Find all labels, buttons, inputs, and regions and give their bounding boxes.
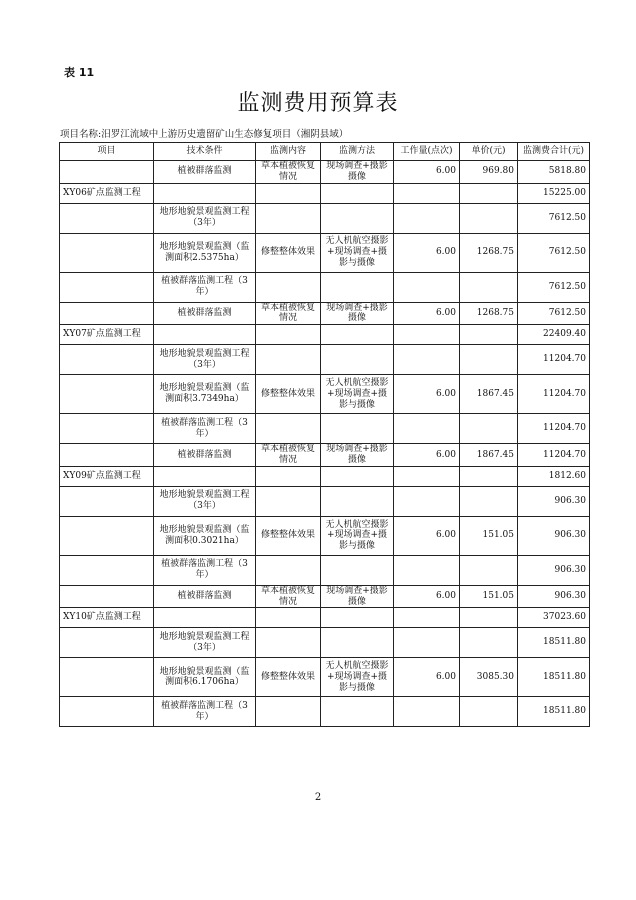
table-cell <box>256 345 321 375</box>
table-cell: 植被群落监测 <box>154 444 256 467</box>
table-cell: 无人机航空摄影+现场调查+摄影与摄像 <box>321 658 394 697</box>
table-cell: 植被群落监测工程（3年） <box>154 414 256 444</box>
table-cell: 1812.60 <box>518 466 590 486</box>
table-cell: 地形地貌景观监测工程（3年） <box>154 345 256 375</box>
table-cell <box>394 486 460 516</box>
table-cell: 现场调查+摄影摄像 <box>321 585 394 608</box>
table-row <box>60 375 590 414</box>
table-cell: 地形地貌景观监测工程（3年） <box>154 486 256 516</box>
table-cell: 7612.50 <box>518 203 590 233</box>
table-row <box>60 302 590 325</box>
table-cell: 18511.80 <box>518 628 590 658</box>
table-cell <box>460 697 518 727</box>
table-cell <box>256 486 321 516</box>
table-cell: 6.00 <box>394 375 460 414</box>
table-cell: 植被群落监测工程（3年） <box>154 697 256 727</box>
table-cell <box>394 325 460 345</box>
table-cell <box>460 608 518 628</box>
table-cell: 906.30 <box>518 516 590 555</box>
table-cell: 6.00 <box>394 161 460 184</box>
table-cell <box>460 628 518 658</box>
table-cell: 7612.50 <box>518 302 590 325</box>
table-cell <box>460 486 518 516</box>
table-row <box>60 444 590 467</box>
table-cell: XY10矿点监测工程 <box>60 608 154 628</box>
table-cell <box>321 628 394 658</box>
table-cell: 修整整体效果 <box>256 375 321 414</box>
table-cell: 地形地貌景观监测工程（3年） <box>154 628 256 658</box>
table-cell: 5818.80 <box>518 161 590 184</box>
table-cell <box>321 697 394 727</box>
table-cell: 地形地貌景观监测（监测面积2.5375ha） <box>154 233 256 272</box>
table-cell <box>394 345 460 375</box>
table-cell <box>460 272 518 302</box>
table-cell: 地形地貌景观监测（监测面积6.1706ha） <box>154 658 256 697</box>
table-cell <box>60 555 154 585</box>
table-row <box>60 161 590 184</box>
table-cell <box>256 203 321 233</box>
table-row <box>60 466 590 486</box>
table-row <box>60 183 590 203</box>
table-cell <box>256 466 321 486</box>
table-row <box>60 555 590 585</box>
table-cell <box>60 161 154 184</box>
table-cell <box>60 585 154 608</box>
table-cell: 18511.80 <box>518 658 590 697</box>
table-cell <box>321 203 394 233</box>
table-cell: 草本植被恢复情况 <box>256 585 321 608</box>
table-cell <box>321 414 394 444</box>
table-cell <box>321 486 394 516</box>
table-number: 表 11 <box>64 66 95 79</box>
table-cell: 修整整体效果 <box>256 516 321 555</box>
table-cell: 地形地貌景观监测（监测面积0.3021ha） <box>154 516 256 555</box>
table-cell <box>394 272 460 302</box>
table-cell: 7612.50 <box>518 233 590 272</box>
table-cell: 现场调查+摄影摄像 <box>321 161 394 184</box>
table-cell: 无人机航空摄影+现场调查+摄影与摄像 <box>321 375 394 414</box>
table-cell: 草本植被恢复情况 <box>256 161 321 184</box>
budget-table <box>59 142 590 727</box>
table-cell: 植被群落监测工程（3年） <box>154 555 256 585</box>
table-cell <box>256 555 321 585</box>
table-cell: 6.00 <box>394 444 460 467</box>
table-cell: 3085.30 <box>460 658 518 697</box>
table-cell <box>321 555 394 585</box>
table-cell <box>460 345 518 375</box>
table-cell <box>321 608 394 628</box>
table-cell <box>321 466 394 486</box>
table-cell <box>60 302 154 325</box>
table-cell: 植被群落监测工程（3年） <box>154 272 256 302</box>
header-cell: 监测方法 <box>321 143 394 161</box>
table-cell: 11204.70 <box>518 444 590 467</box>
table-cell <box>60 486 154 516</box>
table-cell <box>394 608 460 628</box>
table-cell: 草本植被恢复情况 <box>256 444 321 467</box>
table-cell: 6.00 <box>394 658 460 697</box>
table-cell: 906.30 <box>518 585 590 608</box>
table-row <box>60 203 590 233</box>
table-cell <box>321 272 394 302</box>
table-cell <box>60 414 154 444</box>
table-cell <box>460 466 518 486</box>
table-cell <box>460 183 518 203</box>
table-cell <box>60 516 154 555</box>
page-number: 2 <box>314 792 322 803</box>
table-cell <box>256 628 321 658</box>
table-cell <box>460 555 518 585</box>
table-row <box>60 658 590 697</box>
table-cell <box>60 375 154 414</box>
table-cell: 现场调查+摄影摄像 <box>321 444 394 467</box>
table-cell: 修整整体效果 <box>256 233 321 272</box>
table-cell: 15225.00 <box>518 183 590 203</box>
table-cell: XY09矿点监测工程 <box>60 466 154 486</box>
table-cell <box>256 414 321 444</box>
table-cell: 6.00 <box>394 516 460 555</box>
table-cell <box>256 325 321 345</box>
table-cell <box>154 608 256 628</box>
table-cell: 969.80 <box>460 161 518 184</box>
table-cell: 现场调查+摄影摄像 <box>321 302 394 325</box>
header-cell: 监测内容 <box>256 143 321 161</box>
table-cell <box>256 272 321 302</box>
table-row <box>60 608 590 628</box>
table-cell <box>321 325 394 345</box>
table-cell <box>154 466 256 486</box>
table-header-row <box>60 143 590 161</box>
table-cell: 151.05 <box>460 516 518 555</box>
table-cell: 6.00 <box>394 585 460 608</box>
table-cell: 1867.45 <box>460 375 518 414</box>
document-title: 监测费用预算表 <box>237 91 399 116</box>
table-cell <box>154 325 256 345</box>
table-cell <box>394 203 460 233</box>
table-cell: 11204.70 <box>518 414 590 444</box>
table-cell <box>460 414 518 444</box>
table-cell <box>60 272 154 302</box>
table-cell: 地形地貌景观监测（监测面积3.7349ha） <box>154 375 256 414</box>
table-row <box>60 233 590 272</box>
table-cell: 18511.80 <box>518 697 590 727</box>
table-row <box>60 414 590 444</box>
header-cell: 工作量(点次) <box>394 143 460 161</box>
table-cell <box>321 345 394 375</box>
table-row <box>60 516 590 555</box>
table-cell <box>60 233 154 272</box>
table-cell: 草本植被恢复情况 <box>256 302 321 325</box>
table-cell: 906.30 <box>518 555 590 585</box>
table-cell: 6.00 <box>394 302 460 325</box>
table-cell <box>460 325 518 345</box>
table-cell <box>394 628 460 658</box>
table-cell: 无人机航空摄影+现场调查+摄影与摄像 <box>321 233 394 272</box>
header-cell: 项目 <box>60 143 154 161</box>
table-cell: 无人机航空摄影+现场调查+摄影与摄像 <box>321 516 394 555</box>
table-cell <box>321 183 394 203</box>
project-name: 项目名称:汨罗江流域中上游历史遗留矿山生态修复项目（湘阴县域） <box>60 129 349 140</box>
table-cell <box>60 203 154 233</box>
table-cell <box>60 345 154 375</box>
table-cell: 植被群落监测 <box>154 302 256 325</box>
table-cell <box>60 628 154 658</box>
table-row <box>60 628 590 658</box>
table-cell: 植被群落监测 <box>154 585 256 608</box>
table-cell: XY06矿点监测工程 <box>60 183 154 203</box>
table-cell: 22409.40 <box>518 325 590 345</box>
table-cell <box>394 183 460 203</box>
header-cell: 技术条件 <box>154 143 256 161</box>
table-row <box>60 585 590 608</box>
table-row <box>60 345 590 375</box>
table-cell: 修整整体效果 <box>256 658 321 697</box>
table-cell <box>394 414 460 444</box>
table-cell <box>256 183 321 203</box>
table-cell: 151.05 <box>460 585 518 608</box>
table-cell <box>60 658 154 697</box>
table-cell: 1867.45 <box>460 444 518 467</box>
table-cell: 1268.75 <box>460 302 518 325</box>
table-cell: 37023.60 <box>518 608 590 628</box>
table-cell <box>154 183 256 203</box>
table-cell: 6.00 <box>394 233 460 272</box>
header-cell: 监测费合计(元) <box>518 143 590 161</box>
table-cell: 11204.70 <box>518 345 590 375</box>
table-cell: 地形地貌景观监测工程（3年） <box>154 203 256 233</box>
table-cell: 906.30 <box>518 486 590 516</box>
table-cell: 11204.70 <box>518 375 590 414</box>
table-cell <box>60 444 154 467</box>
table-row <box>60 325 590 345</box>
table-cell <box>394 466 460 486</box>
header-cell: 单价(元) <box>460 143 518 161</box>
table-cell: 1268.75 <box>460 233 518 272</box>
table-row <box>60 486 590 516</box>
table-cell <box>460 203 518 233</box>
table-cell: XY07矿点监测工程 <box>60 325 154 345</box>
table-cell: 7612.50 <box>518 272 590 302</box>
table-cell <box>256 697 321 727</box>
table-cell: 植被群落监测 <box>154 161 256 184</box>
table-cell <box>394 697 460 727</box>
table-cell <box>60 697 154 727</box>
table-row <box>60 697 590 727</box>
table-row <box>60 272 590 302</box>
table-cell <box>394 555 460 585</box>
table-cell <box>256 608 321 628</box>
